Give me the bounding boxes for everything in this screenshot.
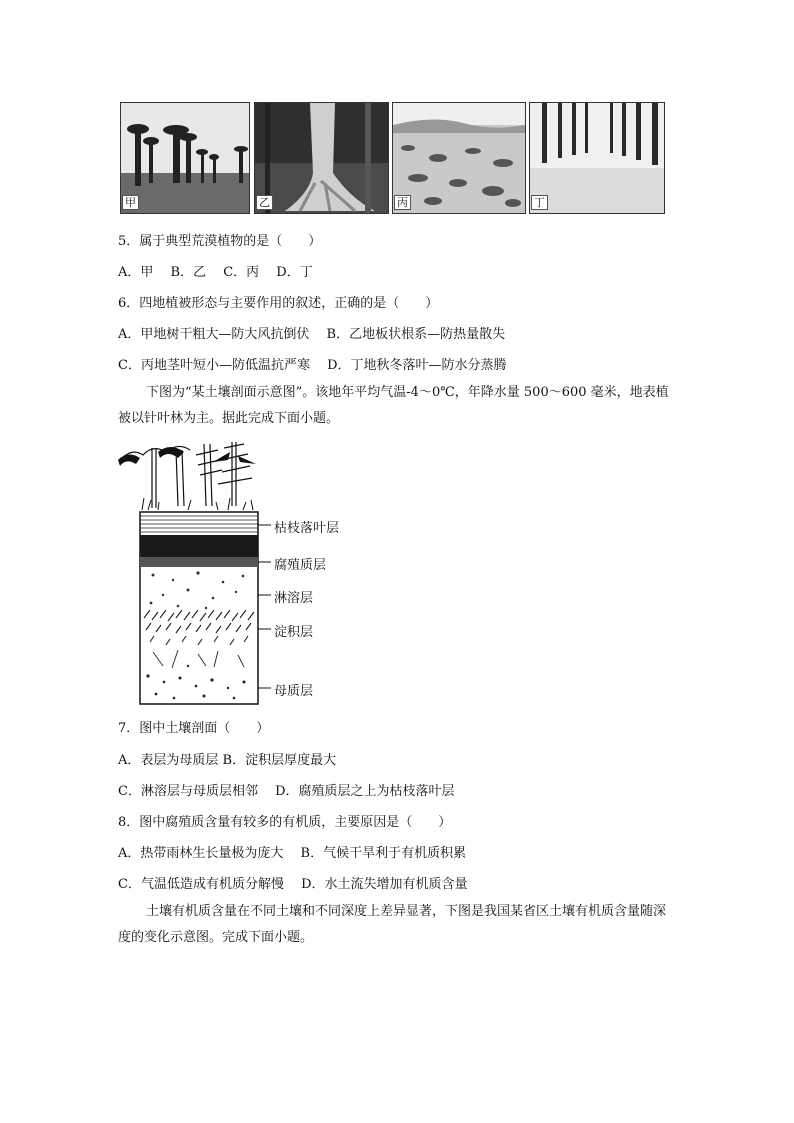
question-5-stem: 5．属于典型荒漠植物的是（ ） xyxy=(118,234,322,249)
soil-layer-humus: 腐殖质层 xyxy=(274,558,327,573)
soil-layer-eluviation: 淋溶层 xyxy=(274,591,314,606)
question-8-options-ab: A．热带雨林生长量极为庞大 B．气候干旱利于有机质积累 xyxy=(118,846,467,861)
intro-paragraph-soil-profile: 下图为“某土壤剖面示意图”。该地年平均气温-4～0℃，年降水量 500～600 毫米，地表植被以针叶林为主。据此完成下面小题。 xyxy=(118,385,669,426)
question-7-options-cd: C．淋溶层与母质层相邻 D．腐殖质层之上为枯枝落叶层 xyxy=(118,784,455,799)
photo-label-bing: 丙 xyxy=(394,195,411,210)
question-7-options-ab: A．表层为母质层 B．淀积层厚度最大 xyxy=(118,753,337,768)
photo-label-jia: 甲 xyxy=(122,195,139,210)
question-8-stem: 8．图中腐殖质含量有较多的有机质，主要原因是（ ） xyxy=(118,815,452,830)
vegetation-photo-strip xyxy=(120,102,665,214)
question-8-options-cd: C．气温低造成有机质分解慢 D．水土流失增加有机质含量 xyxy=(118,877,468,892)
intro-paragraph-organic-matter: 土壤有机质含量在不同土壤和不同深度上差异显著，下图是我国某省区土壤有机质含量随深度的变化示意图。完成下面小题。 xyxy=(118,904,667,945)
soil-layer-litter: 枯枝落叶层 xyxy=(274,521,340,536)
question-6-options-cd: C．丙地茎叶短小—防低温抗严寒 D．丁地秋冬落叶—防水分蒸腾 xyxy=(118,358,507,373)
photo-ding xyxy=(529,102,665,214)
photo-bing xyxy=(392,102,526,214)
photo-label-yi: 乙 xyxy=(256,195,273,210)
photo-label-ding: 丁 xyxy=(531,195,548,210)
question-6-stem: 6．四地植被形态与主要作用的叙述，正确的是（ ） xyxy=(118,296,439,311)
question-5-options: A．甲 B．乙 C．丙 D．丁 xyxy=(118,265,313,280)
question-7-stem: 7．图中土壤剖面（ ） xyxy=(118,721,270,736)
photo-yi xyxy=(254,102,389,214)
question-6-options-ab: A．甲地树干粗大—防大风抗倒伏 B．乙地板状根系—防热量散失 xyxy=(118,327,506,342)
soil-layer-parent-material: 母质层 xyxy=(274,684,314,699)
photo-jia xyxy=(120,102,250,214)
soil-layer-illuviation: 淀积层 xyxy=(274,625,314,640)
soil-profile-diagram xyxy=(118,440,368,710)
